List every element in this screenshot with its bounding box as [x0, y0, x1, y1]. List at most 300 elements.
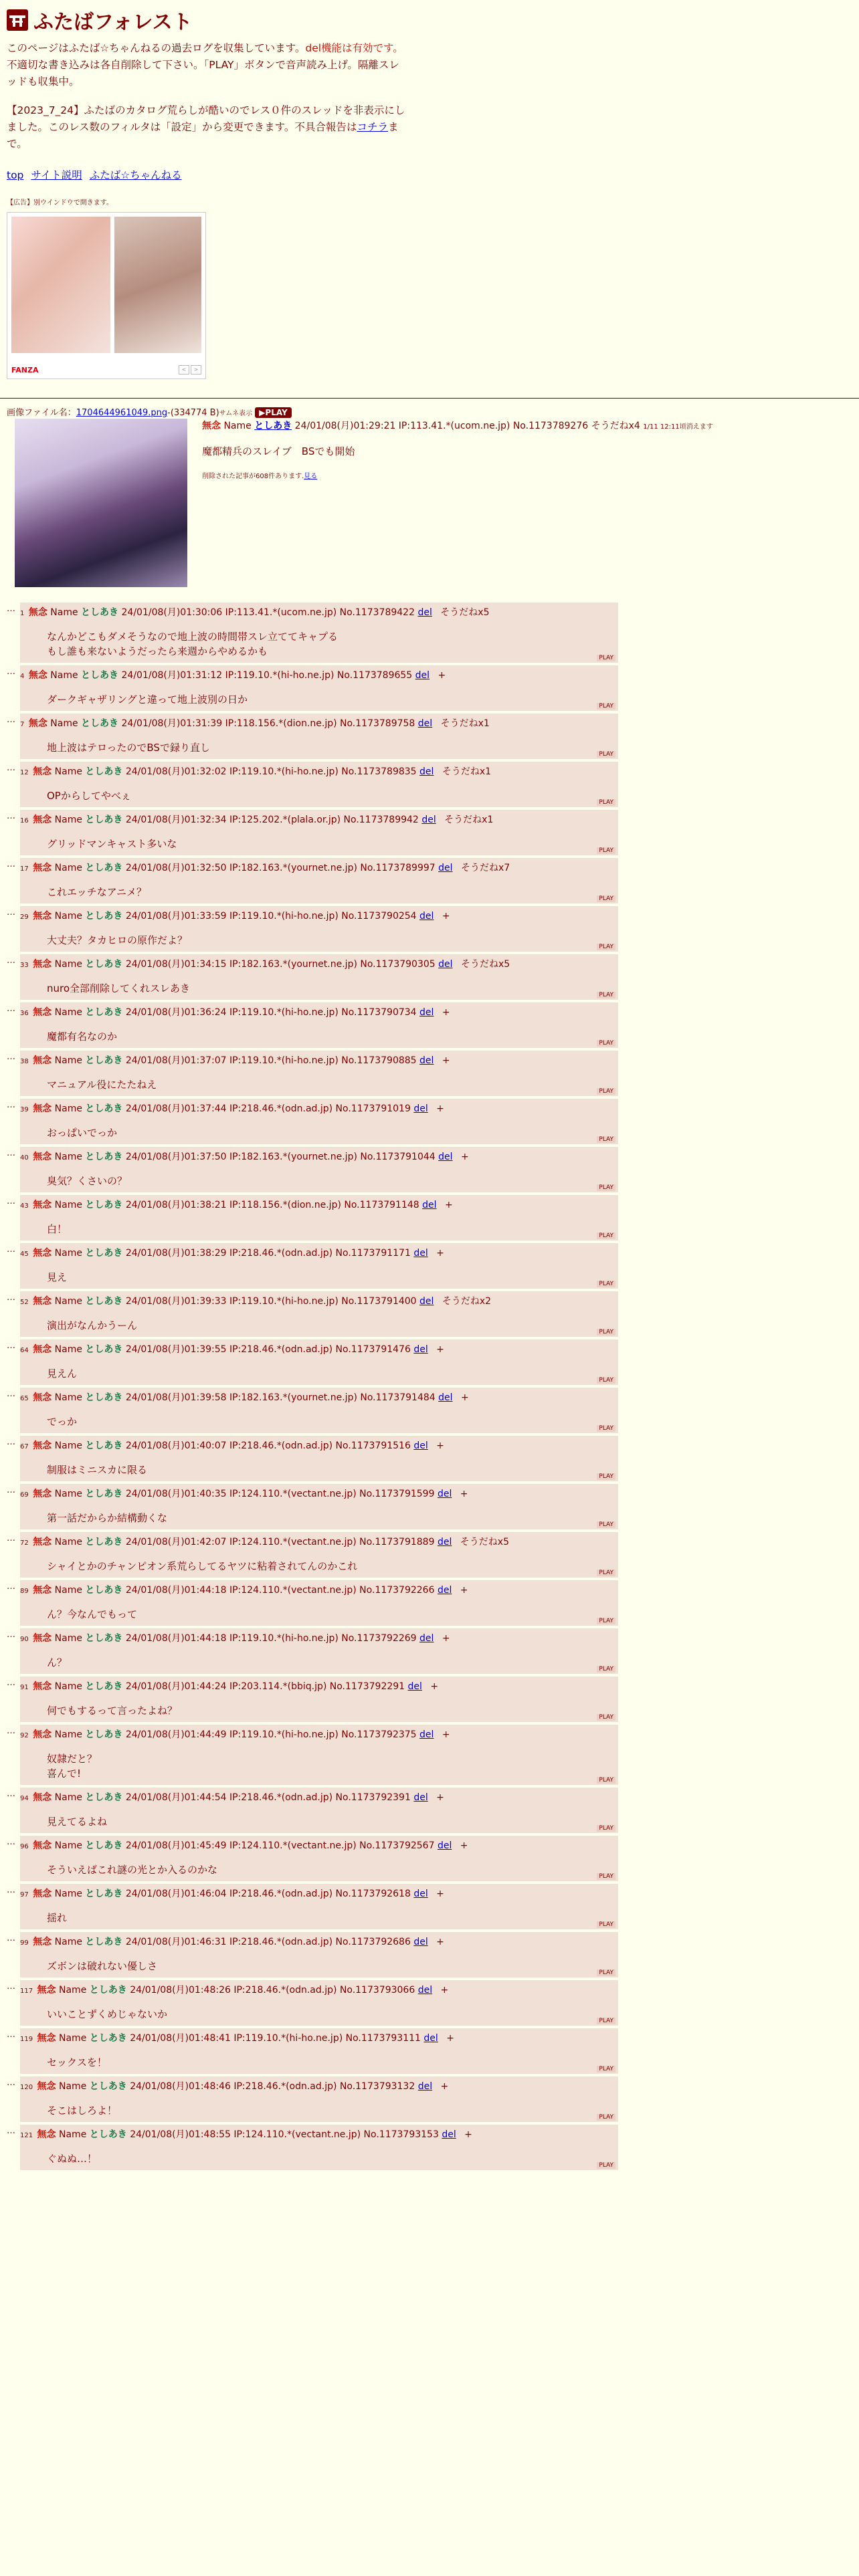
reply-row [7, 1002, 859, 1048]
reply-row [7, 1532, 859, 1578]
file-link[interactable]: 1704644961049.png [76, 408, 168, 418]
notice-text: 【2023_7_24】ふたばのカタログ荒らしが酷いのでレス０件のスレッドを非表示にしました。このレス数のフィルタは「設定」から変更できます。不具合報告は [7, 104, 405, 133]
reply-del-link[interactable]: del [438, 863, 453, 873]
reply-sodane-button[interactable]: + [460, 1840, 468, 1851]
reply-text [47, 837, 618, 851]
reply-sodane-button[interactable]: + [440, 1985, 449, 1996]
reply-meta-line [20, 861, 618, 874]
op-play-button[interactable]: ▶PLAY [255, 407, 292, 418]
reply-subject: 無念 [33, 1007, 52, 1018]
reply-text [47, 1607, 618, 1622]
reply-box [20, 1243, 618, 1289]
reply-del-link[interactable]: del [438, 1152, 453, 1162]
reply-row [7, 1436, 859, 1481]
reply-name-label: Name [54, 1152, 82, 1162]
reply-text-line: 揺れ [47, 1912, 68, 1924]
reply-row [7, 1932, 859, 1977]
reply-subject: 無念 [28, 607, 47, 618]
reply-meta-line [20, 1053, 618, 1067]
reply-number: 36 [20, 1010, 29, 1017]
reply-meta-line [20, 813, 618, 826]
reply-text-line: 見え [47, 1271, 68, 1283]
reply-row [7, 1147, 859, 1192]
reply-meta-line [20, 1005, 618, 1018]
reply-name: としあき [89, 1985, 127, 1996]
page-header [0, 0, 859, 379]
ad-image-right [114, 217, 201, 353]
reply-dots: … [7, 1196, 15, 1206]
reply-box [20, 665, 618, 711]
reply-play-button[interactable]: PLAY [597, 655, 615, 661]
ad-banner[interactable] [7, 212, 206, 379]
reply-meta: 24/01/08(月)01:48:41 IP:119.10.*(hi-ho.ne.jp) No.1173793111 [130, 2033, 421, 2044]
reply-meta: 24/01/08(月)01:39:55 IP:218.46.*(odn.ad.jp) No.1173791476 [125, 1344, 411, 1355]
reply-row [7, 1884, 859, 1929]
reply-row [7, 714, 859, 759]
reply-number: 64 [20, 1347, 29, 1354]
reply-row [7, 1788, 859, 1833]
reply-play-button[interactable]: PLAY [597, 703, 615, 710]
reply-name: としあき [85, 1392, 123, 1403]
reply-play-button[interactable]: PLAY [597, 1521, 615, 1528]
reply-subject: 無念 [33, 1440, 52, 1451]
reply-name: としあき [85, 1840, 123, 1851]
nav-top-link[interactable]: top [7, 169, 24, 181]
reply-subject: 無念 [33, 815, 52, 825]
reply-del-link[interactable]: del [413, 1440, 428, 1451]
reply-subject: 無念 [33, 1729, 52, 1740]
reply-sodane-button[interactable]: + [436, 1889, 444, 1899]
op-name-link[interactable]: としあき [254, 421, 292, 431]
reply-row [7, 1388, 859, 1433]
report-link[interactable]: コチラ [357, 121, 388, 133]
reply-del-link[interactable]: del [438, 959, 453, 970]
reply-sodane-button[interactable]: + [442, 1007, 450, 1018]
reply-number: 97 [20, 1891, 29, 1899]
reply-text [47, 1029, 618, 1044]
torii-logo-icon [7, 9, 28, 31]
reply-box [20, 1932, 618, 1977]
reply-dots: … [7, 956, 15, 966]
reply-row [7, 1291, 859, 1337]
reply-meta-line [20, 1150, 618, 1163]
reply-meta: 24/01/08(月)01:46:04 IP:218.46.*(odn.ad.jp) No.1173792618 [125, 1889, 411, 1899]
reply-box [20, 1677, 618, 1722]
reply-del-link[interactable]: del [437, 1537, 452, 1547]
reply-del-link[interactable]: del [419, 1055, 434, 1066]
reply-del-link[interactable]: del [419, 1296, 434, 1307]
reply-sodane-button[interactable]: + [436, 1344, 444, 1355]
reply-text-line: 臭気？くさいの？ [47, 1175, 128, 1187]
reply-name: としあき [85, 766, 123, 777]
reply-play-button[interactable]: PLAY [597, 1618, 615, 1624]
nav-futaba-link[interactable]: ふたば☆ちゃんねる [89, 169, 182, 181]
reply-sodane-button[interactable]: + [464, 2129, 472, 2140]
reply-meta: 24/01/08(月)01:44:49 IP:119.10.*(hi-ho.ne.jp) No.1173792375 [125, 1729, 417, 1740]
reply-text-line: 魔都有名なのか [47, 1031, 118, 1043]
reply-del-link[interactable]: del [413, 1937, 428, 1947]
reply-del-link[interactable]: del [413, 1792, 428, 1803]
reply-play-button[interactable]: PLAY [597, 2114, 615, 2121]
reply-name-label: Name [54, 911, 82, 922]
reply-play-button[interactable]: PLAY [597, 1184, 615, 1191]
reply-name: としあき [85, 1681, 123, 1692]
reply-row [7, 1195, 859, 1241]
reply-subject: 無念 [37, 2129, 56, 2140]
reply-meta: 24/01/08(月)01:42:07 IP:124.110.*(vectant.ne.jp) No.1173791889 [125, 1537, 435, 1547]
reply-del-link[interactable]: del [438, 1392, 453, 1403]
reply-name: としあき [85, 1585, 123, 1596]
reply-row [7, 665, 859, 711]
reply-text-line: グリッドマンキャスト多いな [47, 838, 177, 850]
reply-name-label: Name [50, 670, 78, 681]
reply-name: としあき [85, 1103, 123, 1114]
reply-box [20, 1339, 618, 1385]
reply-name: としあき [85, 1729, 123, 1740]
reply-text-line: 地上波はテロったのでBSで録り直し [47, 742, 210, 754]
reply-play-button[interactable]: PLAY [597, 1570, 615, 1576]
reply-sodane-button[interactable]: + [440, 2081, 449, 2092]
reply-number: 40 [20, 1154, 29, 1162]
reply-subject: 無念 [28, 670, 47, 681]
reply-subject: 無念 [37, 1985, 56, 1996]
ad-prev-icon[interactable]: < [179, 365, 189, 374]
reply-meta: 24/01/08(月)01:44:18 IP:119.10.*(hi-ho.ne.jp) No.1173792269 [125, 1633, 417, 1644]
reply-number: 65 [20, 1395, 29, 1402]
reply-number: 120 [20, 2084, 33, 2091]
reply-number: 121 [20, 2132, 33, 2139]
reply-row [7, 603, 859, 663]
reply-box [20, 1291, 618, 1337]
reply-name: としあき [85, 1792, 123, 1803]
reply-meta-line [20, 1294, 618, 1307]
reply-sodane-button[interactable]: そうだねx1 [444, 815, 494, 825]
reply-text [47, 1862, 618, 1877]
reply-name-label: Name [54, 1200, 82, 1210]
reply-sodane-button[interactable]: そうだねx5 [460, 959, 510, 970]
reply-sodane-button[interactable]: + [442, 1055, 450, 1066]
reply-play-button[interactable]: PLAY [597, 1777, 615, 1784]
op-image[interactable] [15, 419, 187, 587]
reply-play-button[interactable]: PLAY [597, 2162, 615, 2169]
reply-text-line: 白！ [47, 1223, 68, 1235]
reply-del-link[interactable]: del [419, 1729, 434, 1740]
reply-meta-line [20, 1535, 618, 1548]
reply-subject: 無念 [37, 2081, 56, 2092]
reply-play-button[interactable]: PLAY [597, 992, 615, 998]
reply-del-link[interactable]: del [437, 1840, 452, 1851]
reply-name-label: Name [54, 1440, 82, 1451]
reply-dots: … [7, 1485, 15, 1495]
reply-number: 33 [20, 962, 29, 969]
reply-del-link[interactable]: del [417, 2081, 433, 2092]
op-meta: 24/01/08(月)01:29:21 IP:113.41.*(ucom.ne.jp) No.1173789276 [294, 421, 589, 431]
reply-subject: 無念 [33, 911, 52, 922]
ad-brand-logo: FANZA [11, 366, 39, 374]
reply-dots: … [7, 763, 15, 773]
reply-name: としあき [81, 718, 119, 729]
reply-play-button[interactable]: PLAY [597, 1281, 615, 1287]
reply-name-label: Name [59, 2033, 87, 2044]
reply-text-line: 何でもするって言ったよね？ [47, 1705, 178, 1717]
reply-dots: … [7, 1789, 15, 1799]
reply-number: 17 [20, 865, 29, 873]
reply-meta-line [20, 1887, 618, 1900]
reply-del-link[interactable]: del [419, 766, 434, 777]
reply-number: 52 [20, 1299, 29, 1306]
reply-del-link[interactable]: del [417, 718, 433, 729]
reply-play-button[interactable]: PLAY [597, 1136, 615, 1143]
reply-sodane-button[interactable]: + [444, 1200, 453, 1210]
title-row [7, 4, 852, 36]
reply-text-line: ズボンは破れない優しさ [47, 1960, 158, 1972]
ad-next-icon[interactable]: > [191, 365, 201, 374]
reply-sodane-button[interactable]: + [430, 1681, 439, 1692]
reply-play-button[interactable]: PLAY [597, 1040, 615, 1047]
reply-play-button[interactable]: PLAY [597, 1921, 615, 1928]
reply-sodane-button[interactable]: そうだねx5 [460, 1537, 509, 1547]
reply-text [47, 1959, 618, 1973]
reply-meta: 24/01/08(月)01:40:07 IP:218.46.*(odn.ad.jp) No.1173791516 [125, 1440, 411, 1451]
reply-dots: … [7, 1148, 15, 1158]
reply-box [20, 1580, 618, 1626]
reply-subject: 無念 [33, 1200, 52, 1210]
reply-subject: 無念 [33, 1152, 52, 1162]
deleted-view-link[interactable]: 見る [304, 473, 318, 480]
reply-text-line: 喜んで! [47, 1767, 82, 1780]
op-post [0, 405, 859, 603]
op-sodane[interactable]: そうだねx4 [591, 421, 640, 431]
reply-meta-line [20, 1935, 618, 1948]
reply-play-button[interactable]: PLAY [597, 895, 615, 902]
reply-name-label: Name [54, 959, 82, 970]
reply-subject: 無念 [33, 1792, 52, 1803]
reply-del-link[interactable]: del [407, 1681, 422, 1692]
header-divider [0, 398, 859, 399]
reply-del-link[interactable]: del [413, 1248, 428, 1259]
reply-row [7, 762, 859, 807]
reply-name: としあき [81, 607, 119, 618]
reply-number: 4 [20, 673, 25, 680]
reply-sodane-button[interactable]: + [460, 1392, 469, 1403]
reply-meta-line [20, 2079, 618, 2092]
reply-del-link[interactable]: del [421, 815, 436, 825]
reply-number: 119 [20, 2036, 33, 2043]
reply-play-button[interactable]: PLAY [597, 751, 615, 758]
reply-sodane-button[interactable]: + [436, 1440, 444, 1451]
reply-play-button[interactable]: PLAY [597, 2018, 615, 2024]
op-deleted-note [202, 470, 713, 480]
reply-text-line: ん？今なんでもって [47, 1608, 138, 1620]
reply-row [7, 2076, 859, 2122]
op-play-label: PLAY [265, 408, 288, 417]
reply-del-link[interactable]: del [442, 2129, 456, 2140]
reply-name: としあき [85, 959, 123, 970]
reply-meta: 24/01/08(月)01:45:49 IP:124.110.*(vectant.ne.jp) No.1173792567 [125, 1840, 435, 1851]
reply-del-link[interactable]: del [417, 607, 432, 618]
reply-number: 117 [20, 1988, 33, 1995]
reply-text [47, 1174, 618, 1188]
reply-sodane-button[interactable]: + [460, 1585, 468, 1596]
reply-meta-line [20, 1790, 618, 1804]
reply-sodane-button[interactable]: + [442, 911, 450, 922]
reply-name: としあき [89, 2033, 127, 2044]
reply-meta-line [20, 1487, 618, 1500]
deleted-count: 削除された記事が608件あります. [202, 473, 304, 480]
reply-dots: … [7, 811, 15, 821]
reply-meta-line [20, 2031, 618, 2044]
reply-play-button[interactable]: PLAY [597, 1377, 615, 1384]
reply-sodane-button[interactable]: + [446, 2033, 454, 2044]
reply-play-button[interactable]: PLAY [597, 1473, 615, 1480]
reply-text [47, 1751, 618, 1781]
reply-box [20, 2076, 618, 2122]
reply-play-button[interactable]: PLAY [597, 799, 615, 806]
reply-del-link[interactable]: del [437, 1585, 452, 1596]
reply-meta-line [20, 1983, 618, 1996]
reply-del-link[interactable]: del [423, 2033, 438, 2044]
reply-meta: 24/01/08(月)01:30:06 IP:113.41.*(ucom.ne.jp) No.1173789422 [121, 607, 415, 618]
reply-sodane-button[interactable]: + [436, 1937, 444, 1947]
reply-del-link[interactable]: del [419, 911, 434, 922]
reply-dots: … [7, 1678, 15, 1688]
reply-del-link[interactable]: del [417, 1985, 433, 1996]
reply-row [7, 2125, 859, 2170]
reply-sodane-button[interactable]: + [460, 1152, 469, 1162]
reply-text [47, 740, 618, 755]
reply-box [20, 714, 618, 759]
reply-box [20, 906, 618, 952]
reply-box [20, 1628, 618, 1674]
reply-play-button[interactable]: PLAY [597, 1825, 615, 1832]
reply-sodane-button[interactable]: そうだねx1 [440, 718, 490, 729]
reply-play-button[interactable]: PLAY [597, 1666, 615, 1673]
reply-dots: … [7, 1341, 15, 1351]
reply-meta: 24/01/08(月)01:39:33 IP:119.10.*(hi-ho.ne.jp) No.1173791400 [125, 1296, 417, 1307]
reply-number: 69 [20, 1491, 29, 1499]
reply-text-line: nuro全部削除してくれスレあき [47, 982, 191, 994]
reply-play-button[interactable]: PLAY [597, 1969, 615, 1976]
reply-dots: … [7, 667, 15, 677]
reply-del-link[interactable]: del [419, 1007, 434, 1018]
notice-end: まで。 [7, 121, 399, 150]
reply-play-button[interactable]: PLAY [597, 1873, 615, 1880]
site-title: ふたばフォレスト [33, 11, 193, 34]
reply-del-link[interactable]: del [413, 1889, 428, 1899]
reply-play-button[interactable]: PLAY [597, 1329, 615, 1335]
reply-box [20, 1147, 618, 1192]
reply-number: 92 [20, 1732, 29, 1739]
ad-nav [179, 365, 201, 374]
reply-box [20, 2028, 618, 2074]
reply-sodane-button[interactable]: そうだねx7 [460, 863, 510, 873]
reply-name-label: Name [54, 1889, 82, 1899]
reply-play-button[interactable]: PLAY [597, 847, 615, 854]
reply-play-button[interactable]: PLAY [597, 2066, 615, 2072]
reply-meta: 24/01/08(月)01:32:50 IP:182.163.*(yournet.ne.jp) No.1173789997 [125, 863, 436, 873]
reply-row [7, 1339, 859, 1385]
nav-site-link[interactable]: サイト説明 [31, 169, 82, 181]
reply-sodane-button[interactable]: + [436, 1792, 444, 1803]
reply-name-label: Name [54, 1248, 82, 1259]
reply-meta-line [20, 909, 618, 922]
reply-name: としあき [85, 911, 123, 922]
reply-play-button[interactable]: PLAY [597, 1232, 615, 1239]
reply-del-link[interactable]: del [419, 1633, 434, 1644]
reply-del-link[interactable]: del [422, 1200, 437, 1210]
reply-text-line: OPからしてやべぇ [47, 790, 131, 802]
reply-subject: 無念 [28, 718, 47, 729]
reply-dots: … [7, 604, 15, 614]
reply-del-link[interactable]: del [413, 1344, 428, 1355]
reply-meta: 24/01/08(月)01:38:21 IP:118.156.*(dion.ne.jp) No.1173791148 [125, 1200, 419, 1210]
reply-box [20, 762, 618, 807]
reply-text [47, 1511, 618, 1525]
reply-subject: 無念 [33, 1344, 52, 1355]
reply-name-label: Name [54, 1007, 82, 1018]
reply-del-link[interactable]: del [415, 670, 430, 681]
reply-meta: 24/01/08(月)01:44:24 IP:203.114.*(bbiq.jp) No.1173792291 [125, 1681, 405, 1692]
reply-subject: 無念 [33, 1585, 52, 1596]
reply-text [47, 1222, 618, 1237]
reply-sodane-button[interactable]: + [436, 1103, 444, 1114]
reply-box [20, 1725, 618, 1785]
reply-sodane-button[interactable]: + [460, 1489, 468, 1499]
reply-sodane-button[interactable]: そうだねx1 [442, 766, 492, 777]
reply-subject: 無念 [33, 1489, 52, 1499]
reply-sodane-button[interactable]: + [436, 1248, 444, 1259]
reply-sodane-button[interactable]: + [442, 1729, 450, 1740]
reply-box [20, 858, 618, 903]
reply-row [7, 1051, 859, 1096]
reply-subject: 無念 [33, 1937, 52, 1947]
reply-box [20, 1388, 618, 1433]
reply-row [7, 810, 859, 855]
reply-box [20, 2125, 618, 2170]
reply-sodane-button[interactable]: そうだねx2 [442, 1296, 492, 1307]
reply-box [20, 1884, 618, 1929]
reply-name-label: Name [54, 815, 82, 825]
reply-meta-line [20, 1198, 618, 1211]
reply-dots: … [7, 907, 15, 918]
reply-sodane-button[interactable]: + [442, 1633, 450, 1644]
reply-box [20, 954, 618, 1000]
reply-play-button[interactable]: PLAY [597, 1425, 615, 1432]
reply-text [47, 1125, 618, 1140]
reply-play-button[interactable]: PLAY [597, 944, 615, 950]
reply-sodane-button[interactable]: そうだねx5 [440, 607, 490, 618]
reply-meta-line [20, 1342, 618, 1356]
reply-name: としあき [85, 1489, 123, 1499]
reply-text [47, 1463, 618, 1477]
reply-sodane-button[interactable]: + [438, 670, 446, 681]
reply-play-button[interactable]: PLAY [597, 1088, 615, 1095]
reply-meta-line [20, 1101, 618, 1115]
reply-del-link[interactable]: del [413, 1103, 428, 1114]
reply-dots: … [7, 1533, 15, 1543]
reply-text [47, 2055, 618, 2070]
reply-del-link[interactable]: del [437, 1489, 452, 1499]
reply-name-label: Name [54, 1585, 82, 1596]
reply-text [47, 1911, 618, 1925]
reply-box [20, 810, 618, 855]
reply-name-label: Name [59, 2081, 87, 2092]
reply-meta-line [20, 716, 618, 730]
reply-meta: 24/01/08(月)01:46:31 IP:218.46.*(odn.ad.jp) No.1173792686 [125, 1937, 411, 1947]
reply-row [7, 2028, 859, 2074]
description-text-a: このページはふたば☆ちゃんねるの過去ログを収集しています。 [7, 42, 306, 54]
reply-play-button[interactable]: PLAY [597, 1714, 615, 1721]
